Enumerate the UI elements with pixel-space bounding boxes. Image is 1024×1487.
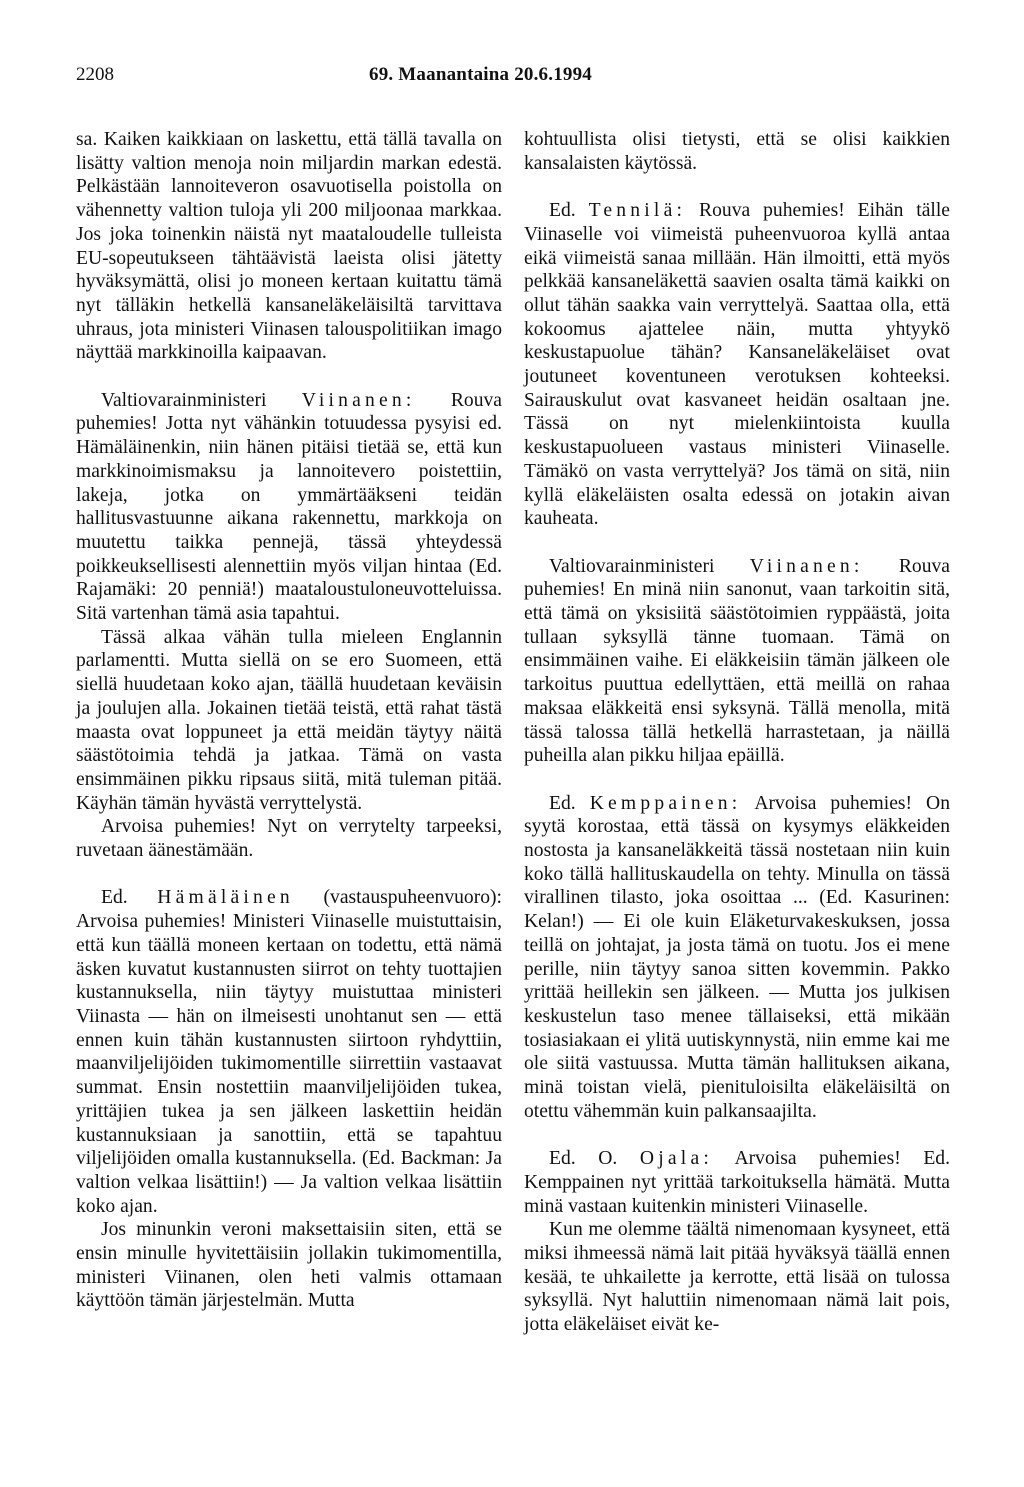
paragraph [524,1218,950,1337]
speech [524,555,950,768]
speech-text: Arvoisa puhemies! On syytä korostaa, että tässä on kysymys eläkkeiden nostosta ja kansaneläkkeitä tässä nostetaan niin kuin koko tällä hallituskaudella on tehty. Minulla on tässä virallinen tilasto, joka osoittaa ... (Ed. Kasurinen: Kelan!) — Ei ole kuin Eläketurvakeskuksen, jossa teillä on johtajat, ja josta tämä on tuotu. Jos ei mene perille, niin täytyy sanoa sitten kovemmin. Pakko yrittää heillekin sen jälkeen. — Mutta jos julkisen keskustelun taso menee tällaiseksi, että mikään tosiasiakaan ei ylitä uutiskynnystä, niin emme kai me ole siitä vastuussa. Mutta tämän hallituksen aikana, minä toistan vielä, pienituloisilta eläkeläisiltä on otettu vähemmän kuin palkansaajilta. [524,792,951,1122]
speech [524,1147,950,1218]
paragraph-text: Jos minunkin veroni maksettaisiin siten, että se ensin minulle hyvitettäisiin jollakin tukimomentilla, ministeri Viinanen, olen heti valmis ottamaan käyttöön tämän järjestelmän. Mutta [76,1219,502,1312]
left-column [76,128,502,1313]
paragraph-text: Kun me olemme täältä nimenomaan kysyneet, että miksi ihmeessä nämä lait pitää hyväksyä täällä ennen kesää, te uhkailette ja kerrotte, että lisää on tulossa syksyllä. Nyt haluttiin nimenomaan nämä lait pois, jotta eläkeläiset eivät ke- [524,1219,950,1336]
speech-text: Rouva puhemies! Eihän tälle Viinaselle voi viimeistä puheenvuoroa kyllä antaa eikä viimeistä sanaa millään. Hän ilmoitti, että myös pelkkää kansaneläkettä saavien osalta tämä kaikki on ollut tähän saakka vain verryttelyä. Saattaa olla, että kokoomus ajattelee näin, mutta yhtyykö keskustapuolue tähän? Kansaneläkeläiset ovat joutuneet koventuneen verotuksen kohteeksi. Sairauskulut ovat kasvaneet heidän osaltaan jne. Tässä on nyt mielenkiintoista kuulla keskustapuolueen vastaus ministeri Viinaselle. Tämäkö on vasta verryttelyä? Jos tämä on sitä, niin kyllä eläkeläisten osalta edessä on jotakin aivan kauheata. [524,200,951,530]
paragraph [76,626,502,816]
speaker-name: Ojala: [639,1148,713,1170]
speaker-title: Ed. [549,792,590,814]
paragraph [76,1218,502,1313]
speaker-name: Viinanen: [749,555,864,577]
speech-text: Arvoisa puhemies! Ed. Kemppainen nyt yrittää tarkoituksella hämätä. Mutta minä vastaan kuitenkin ministeri Viinaselle. [524,1148,950,1217]
paragraph-text: sa. Kaiken kaikkiaan on laskettu, että tällä tavalla on lisätty valtion menoja noin miljardin markan edestä. Pelkästään lannoiteveron osavuotisella poistolla on vähennetty valtion tuloja yli 200 miljoonaa markkaa. Jos joka toinenkin näistä nyt maataloudelle tulleista EU-sopeutukseen tähtäävistä laeista olisi jätetty hyväksymättä, olisi jo moneen kertaan kuitattu tämä nyt tälläkin hetkellä kansaneläkeläisiltä tarvittava uhraus, jota ministeri Viinasen talouspolitiikan imago näyttää markkinoilla kaipaavan. [76,129,502,364]
speaker-name: Hämäläinen [157,887,294,909]
page-header [76,64,966,90]
page-number: 2208 [76,64,114,85]
speech [76,886,502,1218]
paragraph-text: Arvoisa puhemies! Nyt on verrytelty tarpeeksi, ruvetaan äänestämään. [76,816,502,862]
speech [524,792,950,1124]
speaker-name: Tennilä: [588,200,687,222]
speaker-title: Valtiovarainministeri [101,389,302,411]
speech [524,199,950,531]
paragraph-text: kohtuullista olisi tietysti, että se olisi kaikkien kansalaisten käytössä. [524,129,950,174]
speaker-title: Ed. O. [549,1148,640,1170]
session-title: 69. Maanantaina 20.6.1994 [369,64,592,85]
speaker-title: Ed. [549,200,589,222]
speech-text: (vastauspuheenvuoro): Arvoisa puhemies! Ministeri Viinaselle muistuttaisin, että kun täällä moneen kertaan on todettu, että nämä äsken kuvatut kustannusten siirrot on tehty tuottajien kustannuksella, niin täytyy muistuttaa ministeri Viinasta — hän on ilmeisesti unohtanut sen — että ennen kuin tähän kustannusten siirtoon ryhdyttiin, maanviljelijöiden tukimomentille siirrettiin vastaavat summat. Ensin nostettiin maanviljelijöiden tukea, yrittäjien tukea ja sen jälkeen laskettiin heidän kustannuksiaan ja sanottiin, että se tapahtuu viljelijöiden omalla kustannuksella. (Ed. Backman: Ja valtion velkaa lisättiin!) — Ja valtion velkaa lisättiin koko ajan. [76,887,502,1217]
speaker-name: Kemppainen: [589,792,742,814]
speech-text: Rouva puhemies! Jotta nyt vähänkin totuudessa pysyisi ed. Hämäläinenkin, niin hänen pitäisi tietää se, että kun markkinoimismaksu ja lannoitevero poistettiin, lakeja, jotka on ymmärtääkseni teidän hallitusvastuunne aikana rakennettu, markkoja on muutettu taikka pennejä, tässä yhteydessä poikkeuksellisesti alennettiin myös viljan hintaa (Ed. Rajamäki: 20 penniä!) maataloustuloneuvotteluissa. Sitä vartenhan tämä asia tapahtui. [76,389,502,625]
speaker-title: Ed. [101,887,158,909]
right-column [524,128,950,1337]
speech-text: Rouva puhemies! En minä niin sanonut, vaan tarkoitin sitä, että tämä on yksisiitä säästötoimien ryppäästä, joita tullaan syksyllä tänne tuomaan. Tämä on ensimmäinen vaihe. Ei eläkkeisiin tämän jälkeen ole tarkoitus puuttua edellyttäen, että meillä on rahaa maksaa eläkkeitä ensi syksynä. Tällä menolla, mitä tässä talossa tällä hetkellä harrastetaan, ja näillä puheilla alan pikku hiljaa epäillä. [524,555,950,767]
speech [76,389,502,626]
paragraph [76,128,502,365]
speaker-name: Viinanen: [301,389,416,411]
paragraph-text: Tässä alkaa vähän tulla mieleen Englannin parlamentti. Mutta siellä on se ero Suomeen, että siellä huudetaan koko ajan, täällä huudetaan keväisin ja joulujen alla. Jokainen tietää teistä, että rahat tästä maasta ovat loppuneet ja että meidän täytyy näitä säästötoimia tehdä ja jatkaa. Tämä on vasta ensimmäinen pikku ripsaus siitä, mitä tuleman pitää. Käyhän tämän hyvästä verryttelystä. [76,626,502,814]
paragraph [76,815,502,862]
paragraph [524,128,950,175]
speaker-title: Valtiovarainministeri [549,555,750,577]
